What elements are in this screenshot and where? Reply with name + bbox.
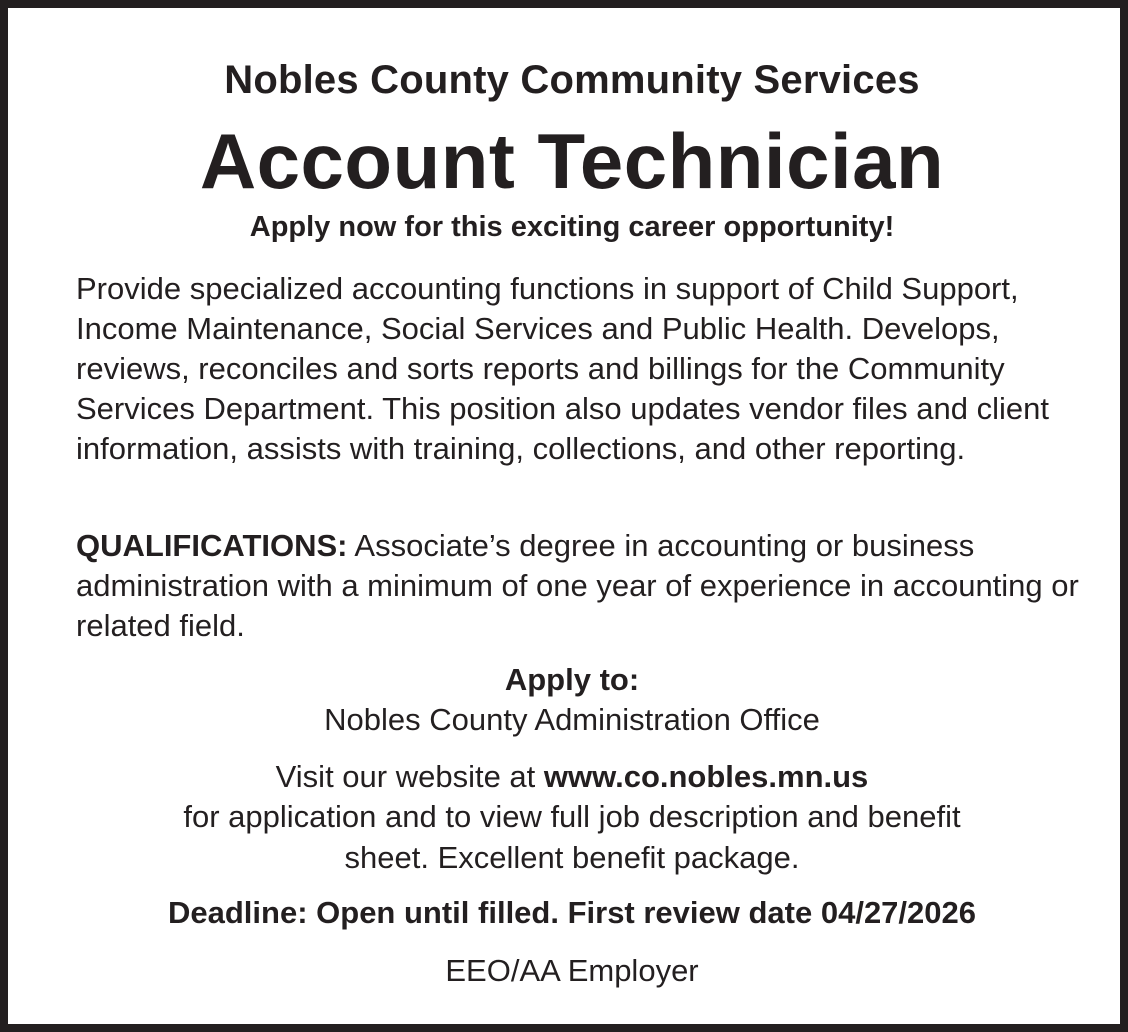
organization-heading: Nobles County Community Services [224,58,920,102]
eeo-statement: EEO/AA Employer [445,953,699,988]
qualifications-text: Associate’s degree in accounting or business administration with a minimum of one year of experience in accounting or related field. [76,528,1079,643]
website-line [8,759,1128,795]
qualifications-paragraph [76,526,1086,646]
apply-label: Apply to: [504,662,640,697]
job-description: Provide specialized accounting functions in support of Child Support, Income Maintenance, Social Services and Public Health. Develops, reviews, reconciles and sorts reports and billings for the Community Services Department. This position also updates vendor files and client information, assists with training, collections, and other reporting. [76,271,1050,466]
tagline: Apply now for this exciting career opportunity! [249,211,895,243]
website-prefix: Visit our website at [275,759,544,794]
benefit-text: sheet. Excellent benefit package. [344,840,800,875]
apply-office: Nobles County Administration Office [324,702,820,737]
job-title: Account Technician [199,117,945,205]
qualifications-label: QUALIFICATIONS: [76,528,348,563]
deadline-text: Deadline: Open until filled. First review date 04/27/2026 [168,895,976,930]
application-text: for application and to view full job description and benefit [183,799,961,834]
website-link[interactable]: www.co.nobles.mn.us [543,759,869,794]
